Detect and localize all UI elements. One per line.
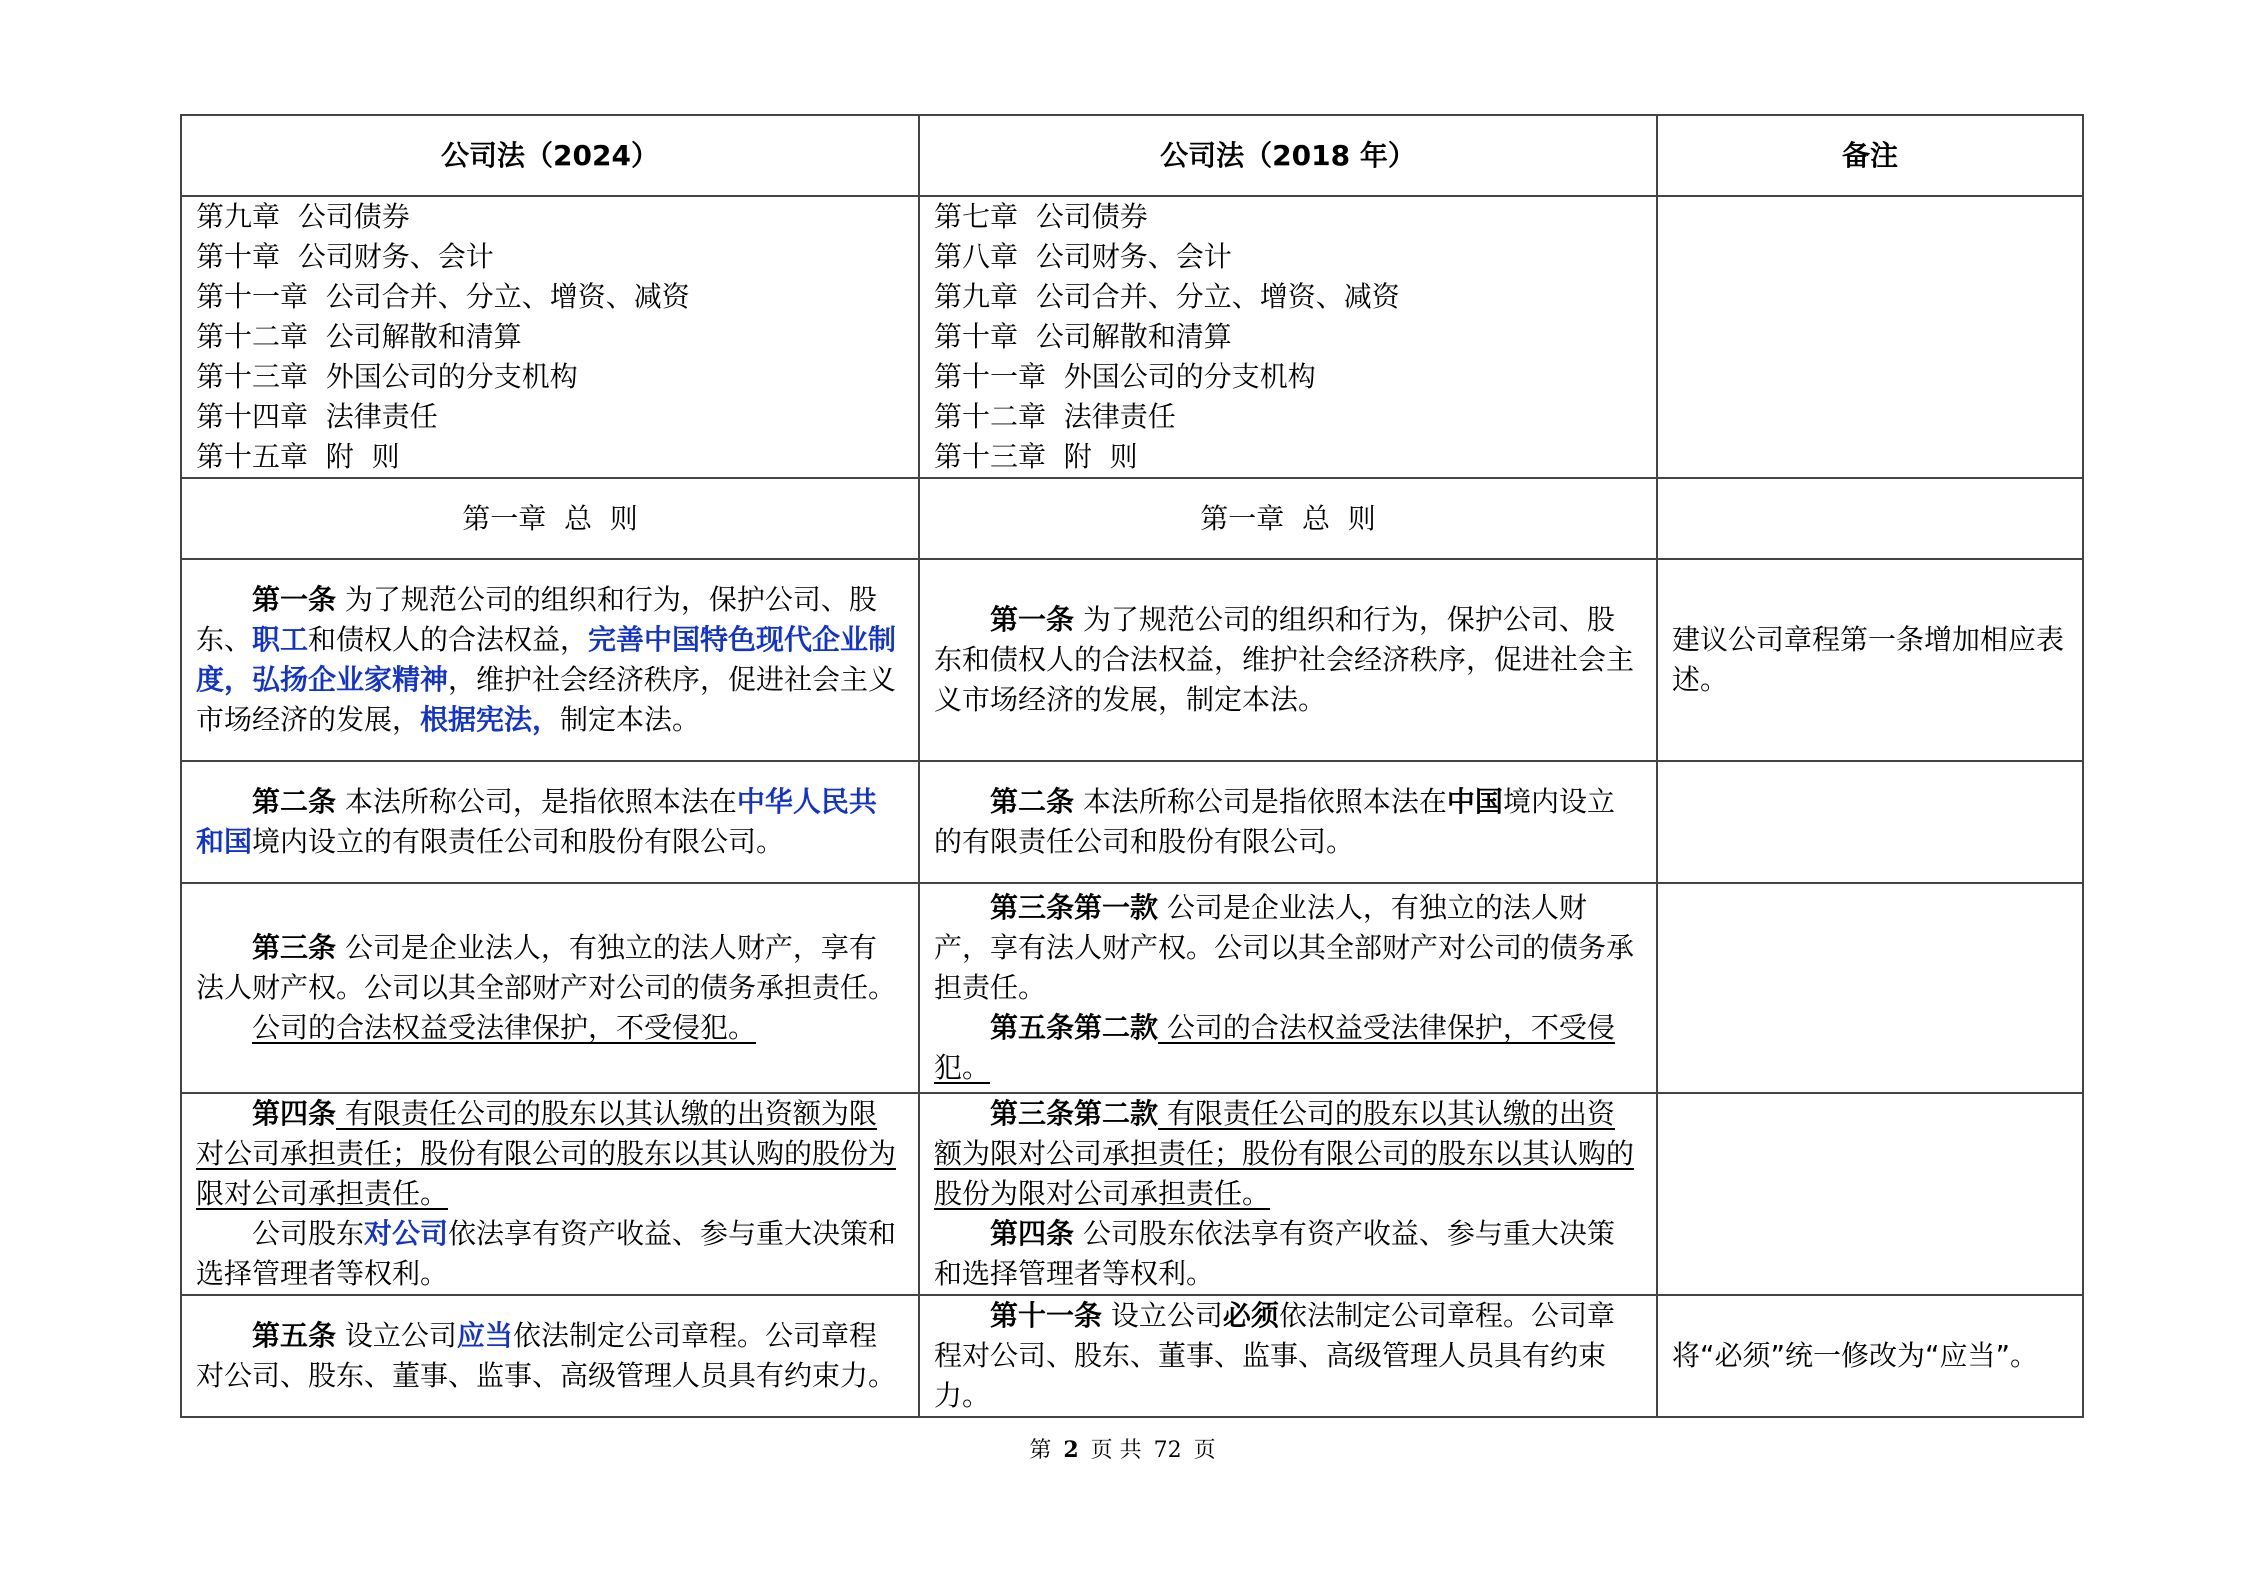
article-5-2018 [919,1295,1657,1417]
article-4-2018-para1 [934,1094,1642,1214]
chapter-list-row [181,196,2083,478]
article-4-2018 [919,1093,1657,1295]
added-text: 职工 [252,623,309,656]
article-5-2024 [181,1295,919,1417]
added-text: 中华人民共和国 [196,785,877,858]
article-number: 第五条第二款 [990,1011,1159,1044]
article-3-2024 [181,883,919,1093]
chapter-line: 第十三章 外国公司的分支机构 [196,360,578,393]
moved-text: 公司的合法权益受法律保护，不受侵犯。 [934,1011,1615,1084]
added-text: 完善中国特色现代企业制度，弘扬企业家精神 [196,623,897,696]
chapter-line: 第十章 公司解散和清算 [934,320,1232,353]
chapter-line: 第十四章 法律责任 [196,400,438,433]
article-2-2024-para: 第二条 本法所称公司，是指依照本法在中华人民共和国境内设立的有限责任公司和股份有限公司。 [196,785,877,858]
article-number: 第三条第一款 [990,891,1159,924]
chapter-line: 第十章 公司财务、会计 [196,240,494,273]
moved-text: 有限责任公司的股东以其认缴的出资额为限对公司承担责任；股份有限公司的股东以其认购的股份为限对公司承担责任。 [196,1097,897,1210]
article-1-row [181,559,2083,761]
moved-text: 有限责任公司的股东以其认缴的出资额为限对公司承担责任；股份有限公司的股东以其认购的股份为限对公司承担责任。 [934,1097,1635,1210]
article-3-2018-para1: 第三条第一款 公司是企业法人，有独立的法人财产，享有法人财产权。公司以其全部财产对公司的债务承担责任。 [934,891,1635,1004]
article-1-2018-para: 第一条 为了规范公司的组织和行为，保护公司、股东和债权人的合法权益，维护社会经济秩序，促进社会主义市场经济的发展，制定本法。 [934,603,1635,716]
article-number: 第二条 [252,785,337,818]
article-3-2018-para2 [934,1008,1642,1088]
header-2018: 公司法（2018 年） [919,115,1657,196]
page-footer: 第 2 页 共 72 页 [1029,1437,1216,1463]
chapter-line: 第十三章 附 则 [934,440,1138,473]
chapter-line: 第十二章 法律责任 [934,400,1176,433]
chapter-title-2024: 第一章 总 则 [181,478,919,559]
changed-text: 必须 [1222,1299,1279,1332]
article-3-row [181,883,2083,1093]
note-empty [1657,883,2083,1093]
article-4-2024-para1 [196,1094,904,1214]
article-number: 第五条 [252,1319,337,1352]
chapter-line: 第十一章 外国公司的分支机构 [934,360,1316,393]
moved-text: 公司的合法权益受法律保护，不受侵犯。 [252,1011,757,1044]
article-4-2018-para2: 第四条 公司股东依法享有资产收益、参与重大决策和选择管理者等权利。 [934,1217,1615,1290]
chapter-line: 第九章 公司债券 [196,200,410,233]
article-4-2024 [181,1093,919,1295]
article-5-row [181,1295,2083,1417]
added-text: 根据宪法， [420,703,561,736]
article-1-note: 建议公司章程第一条增加相应表述。 [1657,559,2083,761]
article-number: 第十一条 [990,1299,1103,1332]
page-total: 72 [1153,1438,1182,1463]
chapter-line: 第八章 公司财务、会计 [934,240,1232,273]
article-2-2018 [919,761,1657,883]
header-note: 备注 [1657,115,2083,196]
note-empty [1657,761,2083,883]
article-1-2024-para: 第一条 为了规范公司的组织和行为，保护公司、股东、职工和债权人的合法权益，完善中国特色现代企业制度，弘扬企业家精神，维护社会经济秩序，促进社会主义市场经济的发展，根据宪法，制定本法。 [196,583,897,736]
added-text: 应当 [456,1319,513,1352]
article-number: 第一条 [252,583,337,616]
comparison-table [180,114,2084,1418]
chapter-line: 第十一章 公司合并、分立、增资、减资 [196,280,690,313]
article-number: 第三条第二款 [990,1097,1159,1130]
chapter-list-2018 [919,196,1657,478]
article-number: 第四条 [990,1217,1075,1250]
article-1-2018 [919,559,1657,761]
article-5-2018-para: 第十一条 设立公司必须依法制定公司章程。公司章程对公司、股东、董事、监事、高级管理人员具有约束力。 [934,1299,1615,1412]
article-3-2024-para1: 第三条 公司是企业法人，有独立的法人财产，享有法人财产权。公司以其全部财产对公司的债务承担责任。 [196,931,897,1004]
added-text: 对公司 [364,1217,449,1250]
article-1-2024 [181,559,919,761]
article-2-2024 [181,761,919,883]
article-3-2024-para2 [196,1008,904,1048]
article-3-2018 [919,883,1657,1093]
article-number: 第三条 [252,931,337,964]
article-number: 第四条 [252,1097,337,1130]
article-5-note: 将“必须”统一修改为“应当”。 [1657,1295,2083,1417]
chapter-line: 第十五章 附 则 [196,440,400,473]
page-number: 2 [1063,1437,1079,1463]
chapter-list-2024 [181,196,919,478]
article-number: 第二条 [990,785,1075,818]
article-number: 第一条 [990,603,1075,636]
article-4-row [181,1093,2083,1295]
article-4-2024-para2: 公司股东对公司依法享有资产收益、参与重大决策和选择管理者等权利。 [196,1217,897,1290]
article-2-2018-para: 第二条 本法所称公司是指依照本法在中国境内设立的有限责任公司和股份有限公司。 [934,785,1615,858]
changed-text: 中国 [1446,785,1503,818]
table-header-row [181,115,2083,196]
chapter-line: 第九章 公司合并、分立、增资、减资 [934,280,1400,313]
chapter-line: 第七章 公司债券 [934,200,1148,233]
chapter-title-2018: 第一章 总 则 [919,478,1657,559]
note-empty [1657,478,2083,559]
chapter-title-row [181,478,2083,559]
note-empty [1657,196,2083,478]
note-empty [1657,1093,2083,1295]
article-5-2024-para: 第五条 设立公司应当依法制定公司章程。公司章程对公司、股东、董事、监事、高级管理人员具有约束力。 [196,1319,897,1392]
article-2-row [181,761,2083,883]
header-2024: 公司法（2024） [181,115,919,196]
chapter-line: 第十二章 公司解散和清算 [196,320,522,353]
